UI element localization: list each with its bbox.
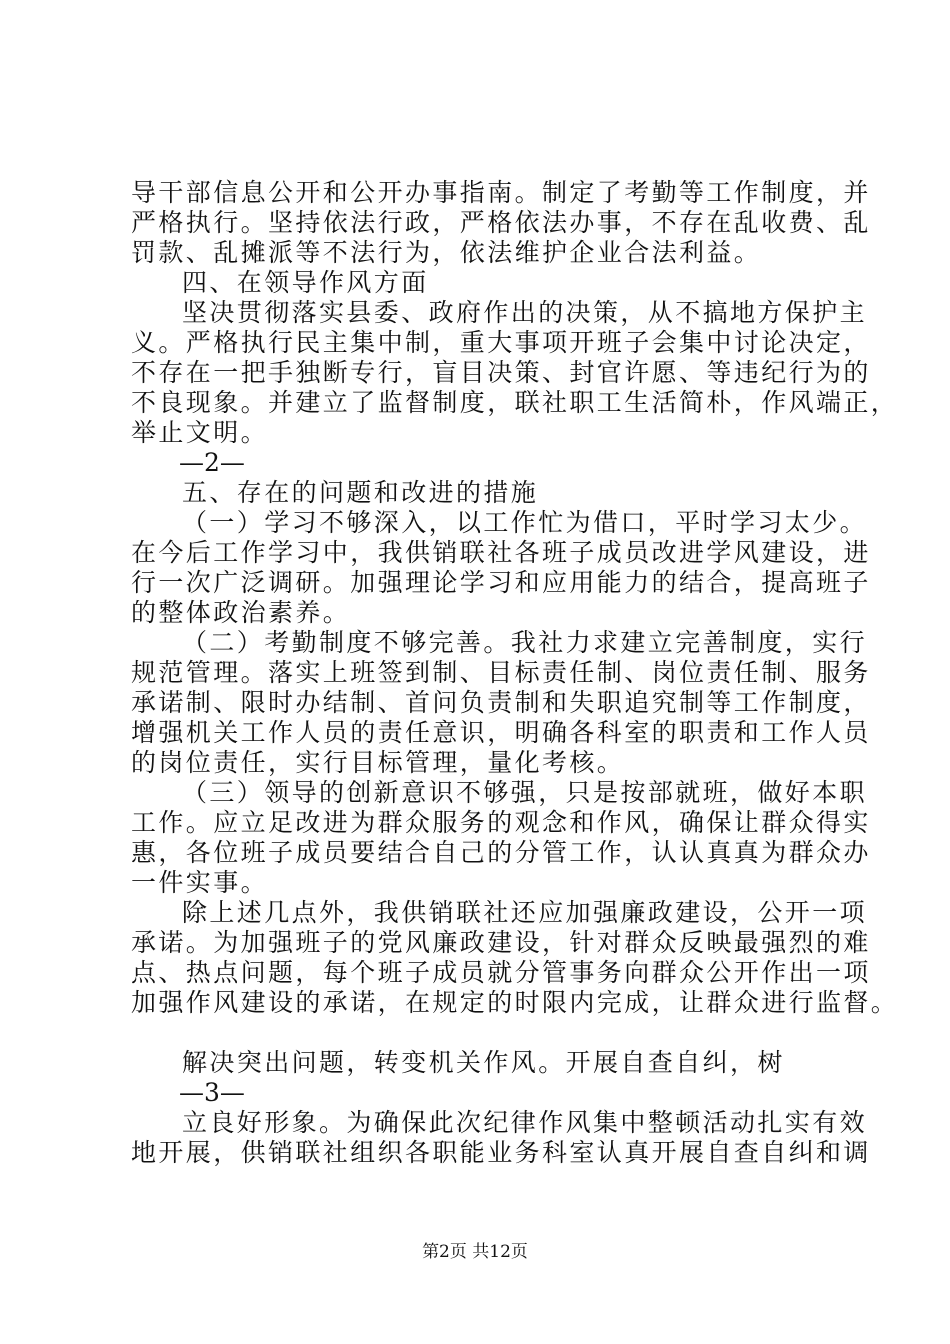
paragraph-line: 承诺。为加强班子的党风廉政建设，针对群众反映最强烈的难 <box>131 928 871 957</box>
paragraph-line: 点、热点问题，每个班子成员就分管事务向群众公开作出一项 <box>131 958 871 987</box>
paragraph-line: 不良现象。并建立了监督制度，联社职工生活简朴，作风端正， <box>131 388 899 417</box>
section-heading: 五、存在的问题和改进的措施 <box>182 478 539 507</box>
paragraph-line: （三）领导的创新意识不够强，只是按部就班，做好本职 <box>182 778 868 807</box>
page-marker: —2— <box>179 448 245 477</box>
paragraph-line: 除上述几点外，我供销联社还应加强廉政建设，公开一项 <box>182 898 868 927</box>
paragraph-line: （一）学习不够深入，以工作忙为借口，平时学习太少。 <box>182 508 868 537</box>
paragraph-line: 工作。应立足改进为群众服务的观念和作风，确保让群众得实 <box>131 808 871 837</box>
paragraph-line: 严格执行。坚持依法行政，严格依法办事，不存在乱收费、乱 <box>131 208 871 237</box>
page-footer: 第2页 共12页 <box>422 1242 528 1262</box>
paragraph-line: 惠，各位班子成员要结合自己的分管工作，认认真真为群众办 <box>131 838 871 867</box>
paragraph-line: （二）考勤制度不够完善。我社力求建立完善制度，实行 <box>182 628 868 657</box>
paragraph-line: 规范管理。落实上班签到制、目标责任制、岗位责任制、服务 <box>131 658 871 687</box>
page-marker: —3— <box>179 1078 245 1107</box>
paragraph-line: 义。严格执行民主集中制，重大事项开班子会集中讨论决定， <box>131 328 871 357</box>
paragraph-line: 导干部信息公开和公开办事指南。制定了考勤等工作制度，并 <box>131 178 871 207</box>
paragraph-line: 增强机关工作人员的责任意识，明确各科室的职责和工作人员 <box>131 718 871 747</box>
paragraph-line: 行一次广泛调研。加强理论学习和应用能力的结合，提高班子 <box>131 568 871 597</box>
paragraph-line: 罚款、乱摊派等不法行为，依法维护企业合法利益。 <box>131 238 762 267</box>
paragraph-line: 地开展，供销联社组织各职能业务科室认真开展自查自纠和调 <box>131 1138 871 1167</box>
paragraph-line: 立良好形象。为确保此次纪律作风集中整顿活动扎实有效 <box>182 1108 868 1137</box>
paragraph-line: 加强作风建设的承诺，在规定的时限内完成，让群众进行监督。 <box>131 988 899 1017</box>
paragraph-line: 不存在一把手独断专行，盲目决策、封官许愿、等违纪行为的 <box>131 358 871 387</box>
paragraph-line: 一件实事。 <box>131 868 269 897</box>
paragraph-line: 举止文明。 <box>131 418 269 447</box>
paragraph-line: 的整体政治素养。 <box>131 598 351 627</box>
section-heading: 四、在领导作风方面 <box>182 268 429 297</box>
paragraph-line: 坚决贯彻落实县委、政府作出的决策，从不搞地方保护主 <box>182 298 868 327</box>
paragraph-line: 解决突出问题，转变机关作风。开展自查自纠，树 <box>182 1048 785 1077</box>
paragraph-line: 的岗位责任，实行目标管理，量化考核。 <box>131 748 625 777</box>
paragraph-line: 承诺制、限时办结制、首问负责制和失职追究制等工作制度， <box>131 688 871 717</box>
paragraph-line: 在今后工作学习中，我供销联社各班子成员改进学风建设，进 <box>131 538 871 567</box>
